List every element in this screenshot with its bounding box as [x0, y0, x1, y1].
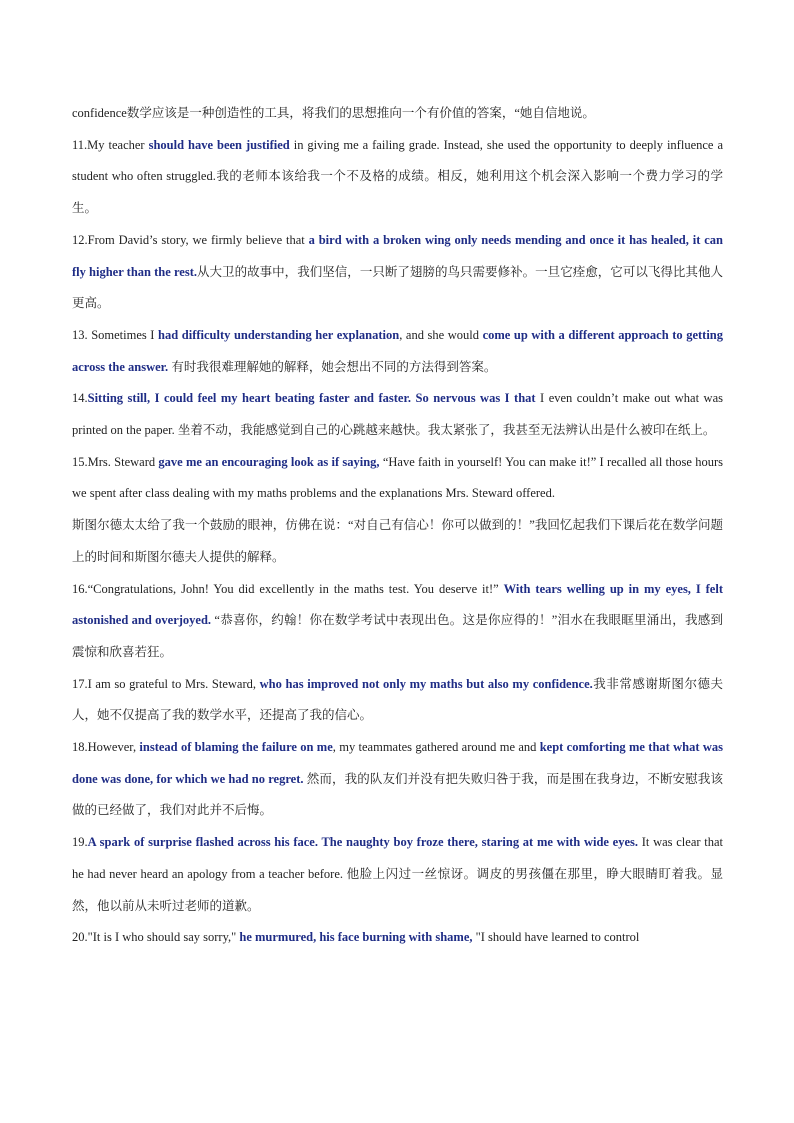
paragraph — [72, 130, 723, 225]
highlighted-phrase: A spark of surprise flashed across his face. The naughty boy froze there, staring at me with wide eyes. — [87, 835, 639, 850]
highlighted-phrase: instead of blaming the failure on me — [139, 740, 333, 755]
text-run: 14. — [72, 391, 88, 406]
paragraph — [72, 732, 723, 827]
highlighted-phrase: had difficulty understanding her explanation — [158, 327, 400, 342]
highlighted-phrase: who has improved not only my maths but also my confidence. — [259, 676, 593, 691]
text-run: I even couldn’t make out what was printed on the paper. 坐着不动，我能感觉到自己的心跳越来越快。我太紧张了，我甚至无法辨认出是什么被印在纸上。 — [72, 391, 723, 438]
highlighted-phrase: kept comforting me that what was done was done, for which we had no regret. — [72, 740, 724, 786]
text-run: "I should have learned to control — [472, 930, 640, 945]
text-run: 12.From David’s story, we firmly believe that — [72, 232, 309, 247]
text-run: “Have faith in yourself! You can make it!” I recalled all those hours we spent after class dealing with my maths problems and the explanations Mrs. Steward offered. — [72, 454, 723, 501]
text-run: 斯图尔德太太给了我一个鼓励的眼神，仿佛在说：“对自己有信心！你可以做到的！”我回忆起我们下课后花在数学问题上的时间和斯图尔德夫人提供的解释。 — [72, 518, 723, 564]
paragraph — [72, 225, 723, 320]
text-run: , and she would — [399, 327, 483, 342]
paragraph — [72, 447, 723, 510]
paragraph — [72, 98, 723, 130]
document-body — [72, 98, 723, 954]
text-run: 然而，我的队友们并没有把失败归咎于我，而是围在我身边，不断安慰我该做的已经做了，我们对此并不后悔。 — [72, 771, 723, 818]
paragraph — [72, 669, 723, 732]
paragraph — [72, 827, 723, 922]
highlighted-phrase: Sitting still, I could feel my heart beating faster and faster. So nervous was I that — [87, 391, 536, 406]
paragraph — [72, 574, 723, 669]
text-run: 20."It is I who should say sorry," — [72, 930, 240, 945]
paragraph — [72, 320, 723, 383]
text-run: 16.“Congratulations, John! You did excellently in the maths test. You deserve it!” — [72, 581, 504, 596]
text-run: , my teammates gathered around me and — [332, 740, 540, 755]
highlighted-phrase: a bird with a broken wing only needs mending and once it has healed, it can fly higher than the rest. — [72, 232, 723, 279]
paragraph — [72, 922, 723, 954]
text-run: 18.However, — [72, 740, 140, 755]
text-run: in giving me a failing grade. Instead, she used the opportunity to deeply influence a student who often struggled.我的老师本该给我一个不及格的成绩。相反，她利用这个机会深入影响一个费力学习的学生。 — [72, 137, 723, 216]
text-run: 我非常感谢斯图尔德夫人，她不仅提高了我的数学水平，还提高了我的信心。 — [72, 676, 723, 723]
paragraph — [72, 510, 723, 573]
text-run: 11.My teacher — [72, 137, 149, 152]
text-run: 从大卫的故事中，我们坚信，一只断了翅膀的鸟只需要修补。一旦它痊愈，它可以飞得比其他人更高。 — [72, 264, 723, 311]
text-run: 17.I am so grateful to Mrs. Steward, — [72, 676, 260, 691]
text-run: It was clear that he had never heard an apology from a teacher before. 他脸上闪过一丝惊讶。调皮的男孩僵在那里，睁大眼睛盯着我。显然，他以前从未听过老师的道歉。 — [72, 835, 723, 913]
text-run: 有时我很难理解她的解释，她会想出不同的方法得到答案。 — [168, 359, 497, 374]
text-run: “恭喜你，约翰！你在数学考试中表现出色。这是你应得的！”泪水在我眼眶里涌出，我感到震惊和欣喜若狂。 — [72, 613, 723, 659]
text-run: 15.Mrs. Steward — [72, 454, 159, 469]
highlighted-phrase: he murmured, his face burning with shame, — [239, 930, 473, 945]
text-run: confidence数学应该是一种创造性的工具，将我们的思想推向一个有价值的答案，“她自信地说。 — [72, 106, 595, 120]
highlighted-phrase: come up with a different approach to getting across the answer. — [72, 327, 724, 374]
highlighted-phrase: should have been justified — [148, 137, 290, 152]
highlighted-phrase: With tears welling up in my eyes, I felt astonished and overjoyed. — [72, 581, 723, 628]
text-run: 19. — [72, 835, 88, 850]
paragraph — [72, 383, 723, 446]
text-run: 13. Sometimes I — [72, 327, 159, 342]
highlighted-phrase: gave me an encouraging look as if saying, — [158, 454, 380, 469]
